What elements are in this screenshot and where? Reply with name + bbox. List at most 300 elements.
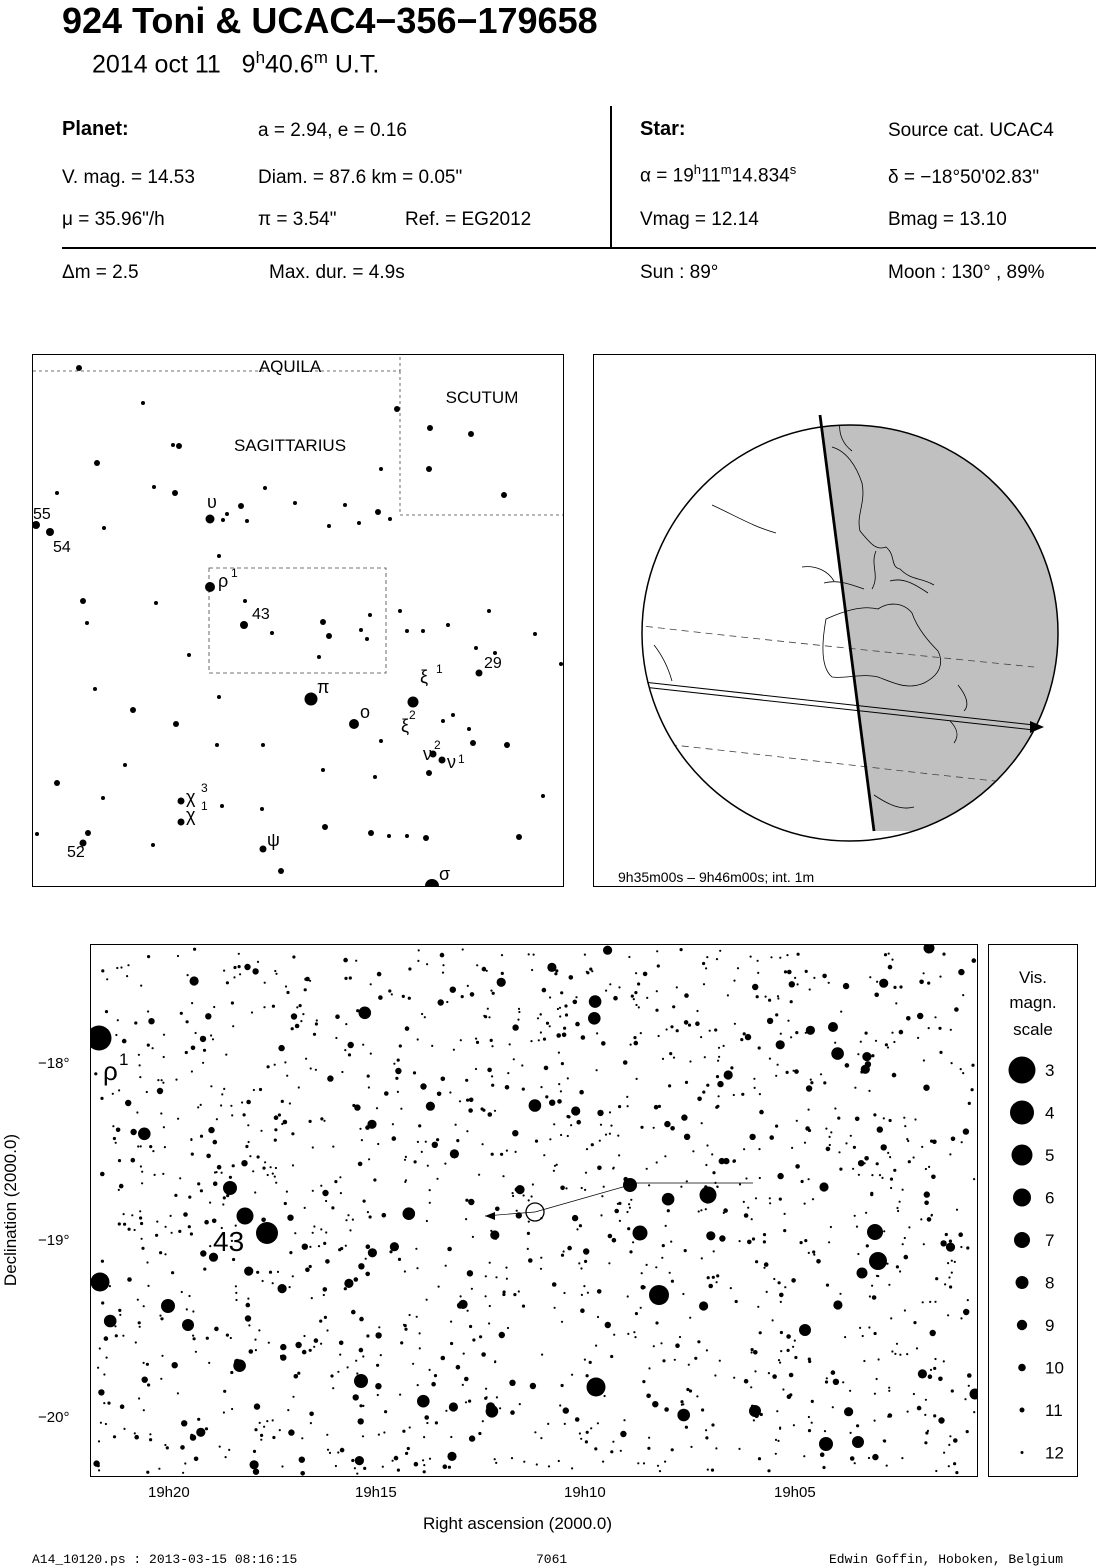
field-star [769,1058,771,1060]
field-star [464,1377,469,1382]
field-star [779,1362,781,1364]
field-star [200,1036,206,1042]
field-star [561,1254,564,1257]
field-star [190,1232,193,1235]
field-star [833,1300,842,1309]
finder-star [425,879,439,887]
field-star [565,1187,567,1189]
field-star [777,1173,783,1179]
field-star [662,1058,664,1060]
field-star [628,1203,630,1205]
field-star [717,1186,719,1188]
field-star [368,1158,370,1160]
field-star [684,1134,690,1140]
field-star [495,1207,500,1212]
finder-star [468,431,474,437]
field-star [475,1038,477,1040]
field-star [101,969,104,972]
globe-time-caption: 9h35m00s – 9h46m00s; int. 1m [618,869,815,885]
max-duration: Max. dur. = 4.9s [269,262,405,283]
finder-star [476,670,483,677]
field-star [279,1429,281,1431]
field-star [485,1275,487,1277]
field-star [925,1399,927,1401]
field-star [547,1423,549,1425]
field-star [302,1013,304,1015]
field-star [556,1164,558,1166]
field-star [295,1024,300,1029]
field-star [512,1130,518,1136]
star-label-psi: ψ [267,830,280,850]
field-star [634,991,637,994]
field-star [633,1036,636,1039]
field-star [765,996,767,998]
field-star [93,1460,99,1466]
field-star [780,1033,782,1035]
finder-star [470,740,476,746]
field-star [163,1126,165,1128]
field-star [252,1170,254,1172]
field-star [339,1341,344,1346]
field-star [286,1075,288,1077]
field-star [823,1081,826,1084]
field-star [778,1281,781,1284]
field-star [515,1151,517,1153]
finder-star [54,780,60,786]
field-star [823,975,825,977]
field-star [751,1348,754,1351]
field-star [916,1347,918,1349]
field-star [347,1214,349,1216]
field-star [560,991,563,994]
finder-star [187,653,191,657]
field-star [775,1125,778,1128]
field-star [184,1462,186,1464]
field-star [135,1341,137,1343]
field-star [438,999,444,1005]
finder-star [541,794,545,798]
field-star [664,1155,666,1157]
field-star [559,1007,561,1009]
field-star [123,1213,125,1215]
field-star [302,1244,308,1250]
field-star [423,1464,425,1466]
field-star [559,1404,561,1406]
field-star [620,1431,626,1437]
field-star [890,1317,892,1319]
field-star [320,1117,323,1120]
finder-star [225,512,229,516]
field-star [552,1282,557,1287]
field-star [375,1383,381,1389]
field-star [538,1039,540,1041]
time-scale: U.T. [327,50,380,79]
field-star [275,973,277,975]
field-star [358,1418,364,1424]
star-label-29: 29 [484,655,502,672]
field-star [865,1212,867,1214]
legend-magnitude-label: 8 [1045,1273,1055,1293]
field-star [716,1274,719,1277]
field-star [543,1154,545,1156]
field-star [160,1112,162,1114]
field-star [540,1257,542,1259]
field-star [468,1400,471,1403]
field-star [906,1353,908,1355]
field-star [779,1293,784,1298]
star-label-xi2-sup: 2 [409,708,416,722]
field-star [470,992,475,997]
field-star [358,1162,363,1167]
field-star [527,1232,530,1235]
finder-star [349,719,359,729]
field-star [964,1398,966,1400]
field-star [951,1137,956,1142]
field-star [320,1343,322,1345]
field-star [968,1385,970,1387]
field-star [344,1287,347,1290]
field-star [706,1144,708,1146]
field-star [708,1284,713,1289]
field-star [549,996,551,998]
field-star [370,983,372,985]
ra-tick-1920: 19h20 [148,1484,190,1501]
field-star [757,972,759,974]
field-star [839,1168,842,1171]
field-star [751,1218,753,1220]
field-star [422,1459,424,1461]
field-star [960,1068,962,1070]
field-star [395,1068,401,1074]
field-star [192,1310,194,1312]
field-star [850,1432,852,1434]
finder-star [220,804,224,808]
field-star [313,1033,316,1036]
field-star [334,1180,337,1183]
field-star [331,1206,334,1209]
field-star [689,1389,692,1392]
star-label-pi: π [317,677,330,697]
field-star [670,1126,675,1131]
field-star [808,1429,811,1432]
field-star [213,1181,218,1186]
field-star [589,1361,592,1364]
field-star [447,1452,456,1461]
finder-star [368,830,374,836]
field-star [259,1088,262,1091]
field-star [118,1089,120,1091]
legend-title-1: Vis. [1018,968,1048,987]
field-star [734,1023,736,1025]
field-star [578,1262,580,1264]
field-star [655,1009,658,1012]
legend-title-3: scale [1013,1020,1053,1039]
legend-title-2: magn. [1009,993,1057,1012]
field-star [363,1200,366,1203]
field-star [101,1260,104,1263]
field-star [104,1336,109,1341]
field-star [530,1383,536,1389]
finder-star [154,601,158,605]
field-star [233,976,235,978]
field-star [296,1006,298,1008]
field-star [148,1018,154,1024]
field-star [340,1448,345,1453]
finder-star [101,796,105,800]
field-star [487,1008,489,1010]
field-star [603,1186,605,1188]
finder-star [305,693,318,706]
finder-star [501,492,507,498]
field-star [896,1265,899,1268]
field-star [599,1140,601,1142]
field-star [426,963,428,965]
field-star [581,1035,586,1040]
field-star [281,1465,283,1467]
field-star [122,1039,127,1044]
field-star [881,1177,883,1179]
field-star [305,1058,307,1060]
path-arrow-icon [485,1212,495,1220]
field-star [215,1171,217,1173]
field-star [140,985,142,987]
field-star [424,1016,426,1018]
field-star [164,1146,166,1148]
field-star [115,1334,118,1337]
field-star [291,1013,297,1019]
field-star [274,970,276,972]
star-source-catalog: Source cat. UCAC4 [888,120,1054,141]
field-star [850,1456,855,1461]
field-star [528,953,530,955]
field-star [567,1135,569,1137]
field-star [414,1160,417,1163]
field-star [139,1210,141,1212]
field-star [580,1308,585,1313]
field-star [797,983,799,985]
finder-star [365,637,369,641]
bright-star [799,1324,811,1336]
star-label-xi: ξ [420,667,429,687]
field-star [701,1122,703,1124]
field-star [776,1410,778,1412]
field-star [689,1060,691,1062]
field-star [376,1364,379,1367]
field-star [471,1288,473,1290]
field-star [204,1220,209,1225]
field-star [228,1449,230,1451]
field-star [858,1174,860,1176]
field-star [418,1124,421,1127]
field-star [560,1186,565,1191]
field-star [286,1191,288,1193]
field-star [845,1142,847,1144]
field-star [888,1390,890,1392]
ra-tick-1910: 19h10 [564,1484,606,1501]
field-star [426,1422,428,1424]
finder-star [427,425,433,431]
field-star [705,967,707,969]
field-star [717,1081,723,1087]
field-star [123,1428,125,1430]
field-star [456,1139,459,1142]
field-star [688,1364,690,1366]
field-star [737,967,739,969]
field-star [631,995,634,998]
field-star [626,1211,628,1213]
field-star [542,988,547,993]
field-star [397,1469,400,1472]
moon-info: Moon : 130° , 89% [888,262,1045,283]
field-star [233,1359,246,1372]
field-star [829,1144,831,1146]
field-star [491,1045,493,1047]
field-star [925,1431,928,1434]
field-star [344,977,347,980]
field-star [476,964,478,966]
magnitude-drop: Δm = 2.5 [62,262,139,283]
field-star [635,972,637,974]
finder-star [379,739,383,743]
field-star [758,1046,761,1049]
field-star [923,1243,925,1245]
field-star [831,1047,844,1060]
field-star [170,1215,172,1217]
field-star [496,1396,498,1398]
field-star [904,1125,906,1127]
field-star [429,1369,431,1371]
field-star [260,1439,262,1441]
globe-svg [594,355,1096,887]
field-star [426,1220,428,1222]
field-star [706,956,708,958]
field-star [610,1450,613,1453]
field-star [866,1244,869,1247]
field-star [484,1015,487,1018]
field-star [254,1191,256,1193]
finder-star [123,763,127,767]
field-star [597,1422,599,1424]
field-star [212,1038,214,1040]
field-star [805,1126,810,1131]
field-star [811,1400,814,1403]
field-star [193,1337,196,1340]
field-star [190,1434,193,1437]
finder-star [379,467,383,471]
field-star [715,1447,717,1449]
field-star [137,1145,139,1147]
field-star [657,1465,659,1467]
field-star [580,1438,582,1440]
field-star [635,1312,638,1315]
field-star [855,1117,860,1122]
star-chart-svg [91,945,978,1477]
field-star [435,1421,438,1424]
field-star [861,1065,870,1074]
field-star [476,1041,479,1044]
field-star [164,1444,166,1446]
field-star [391,993,393,995]
field-star [289,1102,291,1104]
field-star [555,969,558,972]
field-star [755,1197,757,1199]
finder-star [178,819,185,826]
dec-tick-19: −19° [38,1232,70,1249]
field-star [152,1047,154,1049]
field-star [177,1392,179,1394]
field-star [808,1416,810,1418]
field-star [757,960,759,962]
field-star [779,1427,781,1429]
field-star [954,1007,959,1012]
field-star [372,1123,375,1126]
field-star [806,1026,815,1035]
field-star [244,964,250,970]
field-star [794,1356,797,1359]
field-star [338,1248,341,1251]
field-star [345,1245,347,1247]
bright-star [91,1273,110,1292]
field-star [637,982,640,985]
field-star [220,1104,222,1106]
field-star [844,1407,853,1416]
star-label-43: 43 [252,606,270,623]
star-label-upsilon: υ [207,492,217,512]
field-star [299,1004,302,1007]
field-star [186,1308,188,1310]
field-star [856,1424,859,1427]
finder-star [451,713,455,717]
field-star [585,1250,587,1252]
field-star [899,985,902,988]
field-star [324,1316,327,1319]
field-star [494,1458,496,1460]
field-star [924,1441,927,1444]
field-star [230,1371,233,1374]
field-star [779,1198,782,1201]
field-star [327,1449,329,1451]
field-star [266,1420,268,1422]
field-star [586,1148,588,1150]
field-star [126,975,128,977]
field-star [254,1428,257,1431]
field-star [808,1252,810,1254]
field-star [685,1081,688,1084]
field-star [272,1419,274,1421]
field-star [873,1113,876,1116]
field-star [884,953,887,956]
field-star [540,1437,542,1439]
star-label-omicron: ο [360,702,371,722]
field-star [677,1409,690,1422]
field-star [511,1457,513,1459]
event-minute: 40.6 [265,50,314,79]
field-star [888,965,893,970]
field-star [235,1292,237,1294]
field-star [501,954,503,956]
field-star [716,1105,719,1108]
field-star [554,972,557,975]
finder-star [93,687,97,691]
field-star [618,1105,621,1108]
field-star [478,1432,481,1435]
field-star [793,1070,795,1072]
field-star [560,1090,562,1092]
field-star [623,1419,625,1421]
field-star [319,1320,322,1323]
field-star [864,1162,866,1164]
finder-star [130,707,136,713]
